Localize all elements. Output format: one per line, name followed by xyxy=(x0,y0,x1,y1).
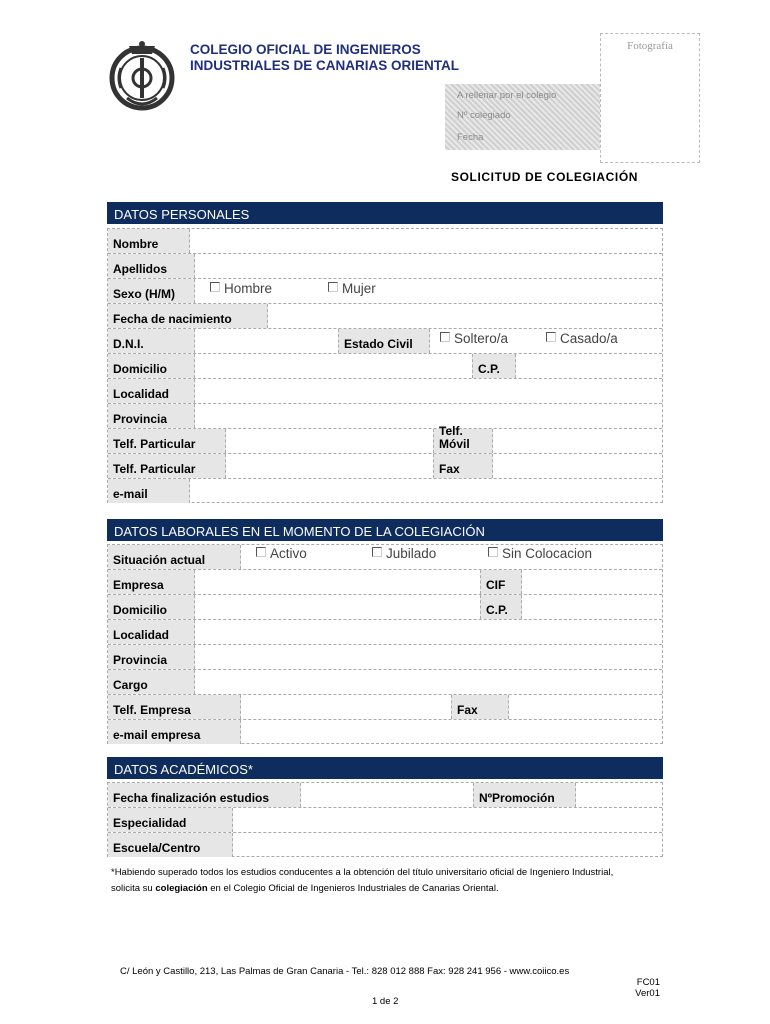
telf-movil-line2: Móvil xyxy=(439,437,470,451)
label-localidad: Localidad xyxy=(108,379,195,403)
label-localidad-laboral: Localidad xyxy=(108,620,195,644)
label-telf-empresa: Telf. Empresa xyxy=(108,695,241,719)
row-dni xyxy=(108,329,662,354)
checkbox-casado[interactable] xyxy=(546,331,618,346)
footer-address: C/ León y Castillo, 213, Las Palmas de Gran Canaria - Tel.: 828 012 888 Fax: 928 241 956 - www.coiico.es xyxy=(120,966,570,977)
checkbox-soltero[interactable] xyxy=(440,331,508,346)
row-localidad-laboral[interactable] xyxy=(108,620,662,645)
photo-box[interactable] xyxy=(600,33,700,163)
section-academico-title: DATOS ACADÉMICOS* xyxy=(107,757,663,779)
row-provincia-laboral[interactable] xyxy=(108,645,662,670)
label-cif: CIF xyxy=(480,570,522,594)
footer-code1: FC01 xyxy=(636,977,660,988)
row-domicilio-laboral[interactable] xyxy=(108,595,662,620)
checkbox-sin-colocacion[interactable] xyxy=(488,546,592,561)
activo-label: Activo xyxy=(270,546,307,561)
row-email[interactable] xyxy=(108,479,662,503)
row-fecha-nacimiento[interactable] xyxy=(108,304,662,329)
row-provincia[interactable] xyxy=(108,404,662,429)
label-fax-empresa: Fax xyxy=(451,695,509,719)
office-use-stamp xyxy=(445,84,600,150)
soltero-label: Soltero/a xyxy=(454,331,509,346)
checkbox-icon xyxy=(440,332,450,342)
casado-label: Casado/a xyxy=(560,331,618,346)
checkbox-icon xyxy=(546,332,556,342)
stamp-line1: A rellenar por el colegio xyxy=(457,90,557,101)
checkbox-icon xyxy=(372,547,382,557)
row-apellidos[interactable] xyxy=(108,254,662,279)
academico-grid xyxy=(107,782,663,857)
checkbox-activo[interactable] xyxy=(256,546,307,561)
laboral-grid xyxy=(107,544,663,744)
row-domicilio[interactable] xyxy=(108,354,662,379)
row-email-empresa[interactable] xyxy=(108,720,662,744)
label-escuela: Escuela/Centro xyxy=(108,833,233,857)
row-especialidad[interactable] xyxy=(108,808,662,833)
personal-grid xyxy=(107,228,663,503)
row-empresa[interactable] xyxy=(108,570,662,595)
label-cp: C.P. xyxy=(472,354,516,378)
label-apellidos: Apellidos xyxy=(108,254,195,278)
checkbox-icon xyxy=(210,282,220,292)
label-nombre: Nombre xyxy=(108,229,190,253)
row-sexo xyxy=(108,279,662,304)
label-provincia: Provincia xyxy=(108,404,195,428)
section-laboral-title: DATOS LABORALES EN EL MOMENTO DE LA COLEGIACIÓN xyxy=(107,519,663,541)
row-situacion xyxy=(108,545,662,570)
label-especialidad: Especialidad xyxy=(108,808,233,832)
row-cargo[interactable] xyxy=(108,670,662,695)
label-email: e-mail xyxy=(108,479,190,503)
checkbox-icon xyxy=(488,547,498,557)
label-fax: Fax xyxy=(433,454,493,478)
footer-code2: Ver01 xyxy=(635,988,660,999)
label-domicilio-laboral: Domicilio xyxy=(108,595,195,619)
label-cp-laboral: C.P. xyxy=(480,595,522,619)
note-line2-b: colegiación xyxy=(155,883,208,894)
telf-movil-line1: Telf. xyxy=(439,424,463,438)
label-fecha-nacimiento: Fecha de nacimiento xyxy=(108,304,268,328)
section-personal-title: DATOS PERSONALES xyxy=(107,202,663,224)
checkbox-icon xyxy=(328,282,338,292)
checkbox-hombre[interactable] xyxy=(210,281,272,296)
sin-colocacion-label: Sin Colocacion xyxy=(502,546,593,561)
note-line2 xyxy=(111,881,671,897)
footer-codes xyxy=(620,977,660,999)
form-title: SOLICITUD DE COLEGIACIÓN xyxy=(451,170,639,184)
checkbox-mujer[interactable] xyxy=(328,281,376,296)
mujer-label: Mujer xyxy=(342,281,376,296)
declaration-note xyxy=(111,865,671,897)
row-localidad[interactable] xyxy=(108,379,662,404)
checkbox-jubilado[interactable] xyxy=(372,546,436,561)
page-number: 1 de 2 xyxy=(372,996,399,1007)
label-cargo: Cargo xyxy=(108,670,195,694)
note-line1: *Habiendo superado todos los estudios conducentes a la obtención del título universitario oficial de Ingeniero Industrial, xyxy=(111,867,614,878)
photo-label: Fotografía xyxy=(627,40,673,52)
org-name-line2: INDUSTRIALES DE CANARIAS ORIENTAL xyxy=(190,58,460,73)
row-telf-empresa xyxy=(108,695,662,720)
org-name xyxy=(190,42,459,74)
label-domicilio: Domicilio xyxy=(108,354,195,378)
label-situacion: Situación actual xyxy=(108,545,241,569)
note-line2-a: solicita su xyxy=(111,883,156,894)
label-provincia-laboral: Provincia xyxy=(108,645,195,669)
label-estado-civil: Estado Civil xyxy=(338,329,430,353)
label-fecha-fin: Fecha finalización estudios xyxy=(108,783,301,807)
label-telf-particular: Telf. Particular xyxy=(108,429,226,453)
note-line2-c: en el Colegio Oficial de Ingenieros Industriales de Canarias Oriental. xyxy=(207,883,499,894)
row-fecha-fin xyxy=(108,783,662,808)
label-email-empresa: e-mail empresa xyxy=(108,720,241,744)
label-telf-particular-2: Telf. Particular xyxy=(108,454,226,478)
label-dni: D.N.I. xyxy=(108,329,195,353)
hombre-label: Hombre xyxy=(224,281,273,296)
org-name-line1: COLEGIO OFICIAL DE INGENIEROS xyxy=(190,42,421,57)
row-escuela[interactable] xyxy=(108,833,662,857)
jubilado-label: Jubilado xyxy=(386,546,437,561)
row-telf xyxy=(108,424,662,454)
stamp-line2: Nº colegiado xyxy=(457,110,511,121)
stamp-line3: Fecha xyxy=(457,132,484,143)
label-promocion: NºPromoción xyxy=(473,783,576,807)
label-telf-movil xyxy=(433,424,493,453)
coat-of-arms-logo xyxy=(107,38,177,114)
label-sexo: Sexo (H/M) xyxy=(108,279,195,303)
checkbox-icon xyxy=(256,547,266,557)
row-telf2-fax xyxy=(108,454,662,479)
label-empresa: Empresa xyxy=(108,570,195,594)
row-nombre[interactable] xyxy=(108,229,662,254)
